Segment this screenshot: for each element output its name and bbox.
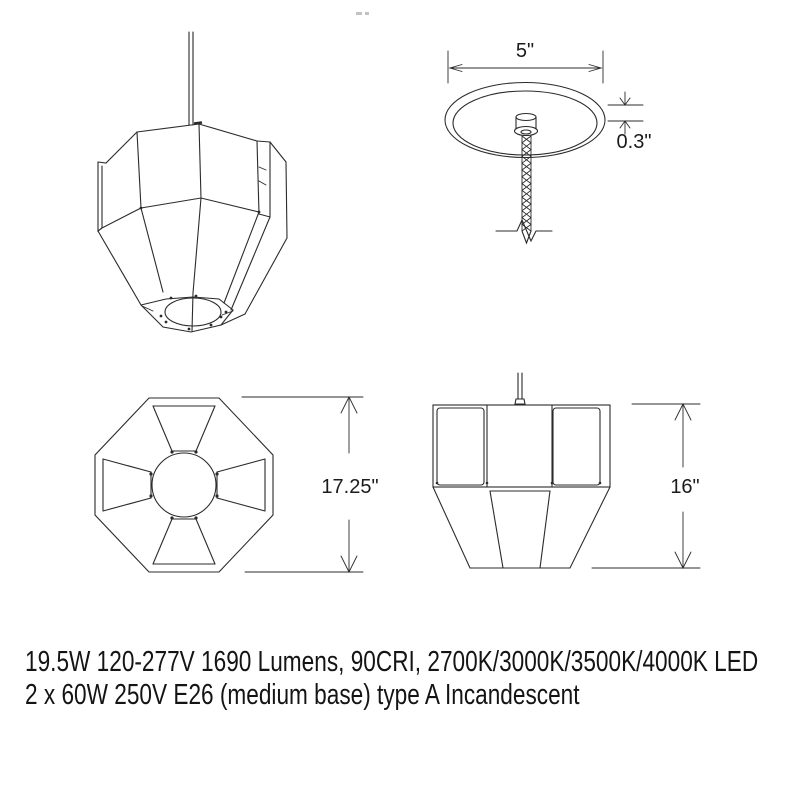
- screw-dots: [149, 450, 218, 519]
- scan-smudge-mark: [365, 12, 369, 15]
- shade-body-outline: [433, 405, 610, 568]
- bottom-rim: [141, 293, 245, 332]
- shade-height-dimension-label: 16": [670, 476, 700, 498]
- screw-dots: [160, 295, 228, 331]
- canopy-width-dimension-label: 5": [515, 40, 535, 62]
- shade-lower-facets: [98, 198, 259, 305]
- scan-smudge-mark: [356, 12, 362, 15]
- side-view-drawing: [425, 370, 710, 580]
- shade-upper-band: [98, 124, 287, 314]
- canopy-thickness-dimension-label: 0.3": [616, 131, 652, 153]
- mounting-hub: [515, 114, 538, 136]
- braided-cable: [522, 136, 531, 243]
- lamping-specs: [25, 646, 758, 711]
- suspension-cord: [515, 373, 525, 404]
- pendant-perspective-drawing: [85, 25, 300, 345]
- octagon-outline: [95, 398, 273, 572]
- canopy-thickness-dimension: [608, 92, 643, 134]
- panel-lines: [103, 406, 265, 564]
- incandescent-spec-line: 2 x 60W 250V E26 (medium base) type A Incandescent: [25, 678, 580, 711]
- suspension-cord: [189, 32, 202, 125]
- center-opening-circle: [152, 453, 216, 517]
- shade-width-dimension-label: 17.25": [321, 476, 379, 498]
- led-spec-line: 19.5W 120-277V 1690 Lumens, 90CRI, 2700K/3000K/3500K/4000K LED: [25, 646, 759, 678]
